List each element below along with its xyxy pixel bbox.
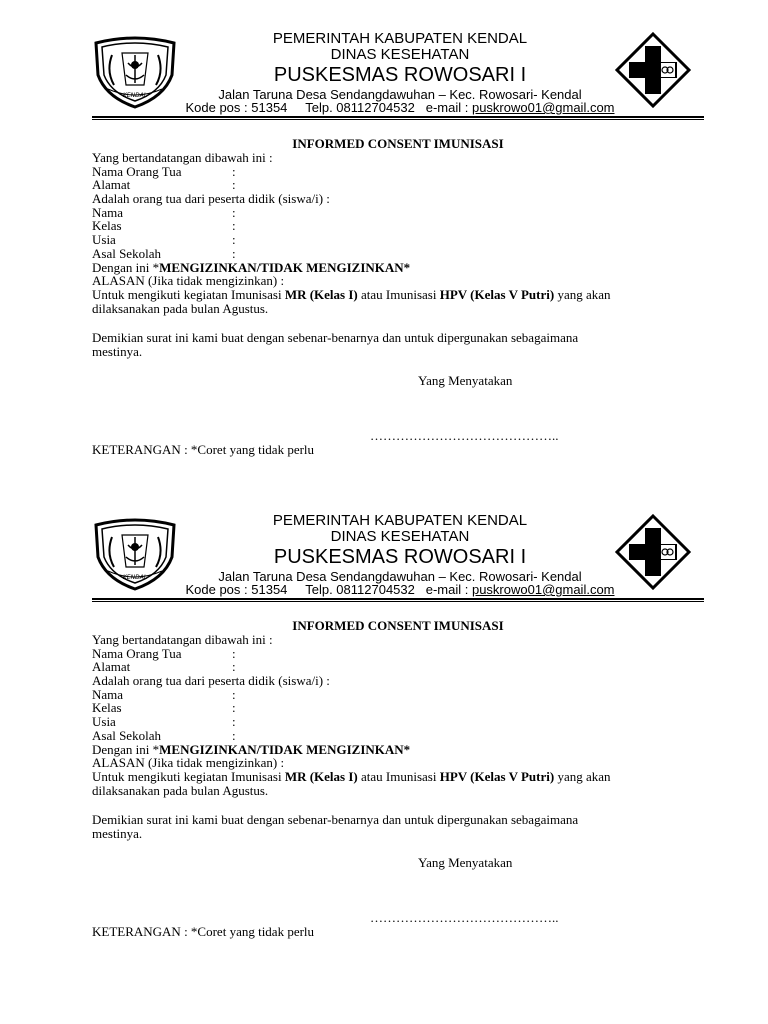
field-label: Alamat — [92, 659, 131, 675]
letterhead-clinic-name: PUSKESMAS ROWOSARI I — [273, 546, 527, 568]
form-body — [92, 633, 692, 797]
closing-line: Demikian surat ini kami buat dengan sebenar-benarnya dan untuk dipergunakan sebagaimana — [92, 812, 579, 827]
purpose-hpv: HPV (Kelas V Putri) — [439, 286, 555, 302]
purpose-text: yang akan — [554, 768, 611, 784]
field-label: Usia — [92, 714, 116, 730]
email-link[interactable]: puskrowo01@gmail.com — [471, 100, 615, 115]
field-class — [92, 219, 692, 233]
signatory-label: Yang Menyatakan — [418, 373, 513, 388]
student-intro: Adalah orang tua dari peserta didik (siswa/i) : — [92, 191, 330, 207]
field-label: Asal Sekolah — [92, 245, 161, 261]
field-class — [92, 701, 692, 715]
postcode: Kode pos : 51354 — [185, 100, 288, 115]
intro-text: Yang bertandatangan dibawah ini : — [92, 632, 273, 647]
letterhead-divider — [92, 116, 704, 118]
reason-line: ALASAN (Jika tidak mengizinkan) : — [92, 273, 285, 289]
field-student-name — [92, 206, 692, 220]
field-student-name — [92, 688, 692, 702]
consent-slip-top — [0, 30, 768, 500]
letterhead-department: DINAS KESEHATAN — [330, 528, 470, 545]
closing-paragraph — [92, 813, 692, 840]
letterhead-contact — [150, 582, 650, 597]
phone: Telp. 08112704532 — [305, 100, 415, 115]
field-age — [92, 715, 692, 729]
purpose-mr: MR (Kelas I) — [284, 286, 358, 302]
purpose-line-2: dilaksanakan pada bulan Agustus. — [92, 300, 269, 316]
purpose-line — [92, 288, 692, 302]
field-label: Nama Orang Tua — [92, 163, 182, 179]
footnote: KETERANGAN : *Coret yang tidak perlu — [92, 924, 315, 939]
form-body — [92, 151, 692, 315]
field-sep: : — [232, 177, 236, 193]
field-address — [92, 660, 692, 674]
field-sep: : — [232, 645, 236, 661]
purpose-text: yang akan — [554, 286, 611, 302]
student-intro: Adalah orang tua dari peserta didik (siswa/i) : — [92, 673, 330, 689]
field-label: Asal Sekolah — [92, 727, 161, 743]
postcode: Kode pos : 51354 — [185, 582, 288, 597]
letterhead-address: Jalan Taruna Desa Sendangdawuhan – Kec. Rowosari- Kendal — [218, 87, 582, 102]
signatory-label: Yang Menyatakan — [418, 855, 513, 870]
field-age — [92, 233, 692, 247]
consent-prefix: Dengan ini * — [92, 741, 160, 757]
svg-text:KENDAL: KENDAL — [122, 574, 148, 581]
field-parent-name — [92, 165, 692, 179]
field-sep: : — [232, 700, 236, 716]
closing-line: mestinya. — [92, 343, 143, 359]
field-school — [92, 247, 692, 261]
email-label: e-mail : — [425, 100, 469, 115]
field-parent-name — [92, 647, 692, 661]
letterhead-divider-thin — [92, 119, 704, 120]
field-label: Alamat — [92, 177, 131, 193]
field-sep: : — [232, 714, 236, 730]
field-sep: : — [232, 204, 236, 220]
form-title: INFORMED CONSENT IMUNISASI — [292, 136, 504, 151]
letterhead-address: Jalan Taruna Desa Sendangdawuhan – Kec. Rowosari- Kendal — [218, 569, 582, 584]
consent-choice: MENGIZINKAN/TIDAK MENGIZINKAN* — [159, 741, 411, 757]
purpose-text: Untuk mengikuti kegiatan Imunisasi — [92, 286, 285, 302]
field-label: Nama — [92, 686, 124, 702]
consent-slip-bottom — [0, 512, 768, 982]
purpose-text: atau Imunisasi — [357, 286, 440, 302]
field-address — [92, 178, 692, 192]
field-label: Nama — [92, 204, 124, 220]
consent-statement — [92, 261, 692, 275]
purpose-text: atau Imunisasi — [357, 768, 440, 784]
field-sep: : — [232, 686, 236, 702]
field-school — [92, 729, 692, 743]
purpose-hpv: HPV (Kelas V Putri) — [439, 768, 555, 784]
letterhead-divider-thin — [92, 601, 704, 602]
field-sep: : — [232, 659, 236, 675]
field-sep: : — [232, 163, 236, 179]
form-title: INFORMED CONSENT IMUNISASI — [292, 618, 504, 633]
signature-line: …………………………………….. — [370, 910, 559, 925]
footnote: KETERANGAN : *Coret yang tidak perlu — [92, 442, 315, 457]
puskesmas-cross-icon — [615, 32, 691, 108]
intro-text: Yang bertandatangan dibawah ini : — [92, 150, 273, 165]
puskesmas-cross-icon — [615, 514, 691, 590]
letterhead-clinic-name: PUSKESMAS ROWOSARI I — [273, 64, 527, 86]
purpose-line — [92, 770, 692, 784]
field-label: Usia — [92, 232, 116, 248]
field-label: Nama Orang Tua — [92, 645, 182, 661]
signature-line: …………………………………….. — [370, 428, 559, 443]
field-label: Kelas — [92, 218, 122, 234]
closing-paragraph — [92, 331, 692, 358]
letterhead-department: DINAS KESEHATAN — [330, 46, 470, 63]
letterhead-divider — [92, 598, 704, 600]
field-label: Kelas — [92, 700, 122, 716]
letterhead-contact — [150, 100, 650, 115]
email-label: e-mail : — [425, 582, 469, 597]
phone: Telp. 08112704532 — [305, 582, 415, 597]
closing-line: Demikian surat ini kami buat dengan sebenar-benarnya dan untuk dipergunakan sebagaimana — [92, 330, 579, 345]
field-sep: : — [232, 232, 236, 248]
closing-line: mestinya. — [92, 825, 143, 841]
field-sep: : — [232, 218, 236, 234]
reason-line: ALASAN (Jika tidak mengizinkan) : — [92, 755, 285, 771]
field-sep: : — [232, 727, 236, 743]
purpose-text: Untuk mengikuti kegiatan Imunisasi — [92, 768, 285, 784]
purpose-line-2: dilaksanakan pada bulan Agustus. — [92, 782, 269, 798]
letterhead-government: PEMERINTAH KABUPATEN KENDAL — [272, 30, 528, 47]
consent-choice: MENGIZINKAN/TIDAK MENGIZINKAN* — [159, 259, 411, 275]
field-sep: : — [232, 245, 236, 261]
consent-statement — [92, 743, 692, 757]
letterhead-government: PEMERINTAH KABUPATEN KENDAL — [272, 512, 528, 529]
svg-text:KENDAL: KENDAL — [122, 92, 148, 99]
email-link[interactable]: puskrowo01@gmail.com — [471, 582, 615, 597]
consent-prefix: Dengan ini * — [92, 259, 160, 275]
purpose-mr: MR (Kelas I) — [284, 768, 358, 784]
